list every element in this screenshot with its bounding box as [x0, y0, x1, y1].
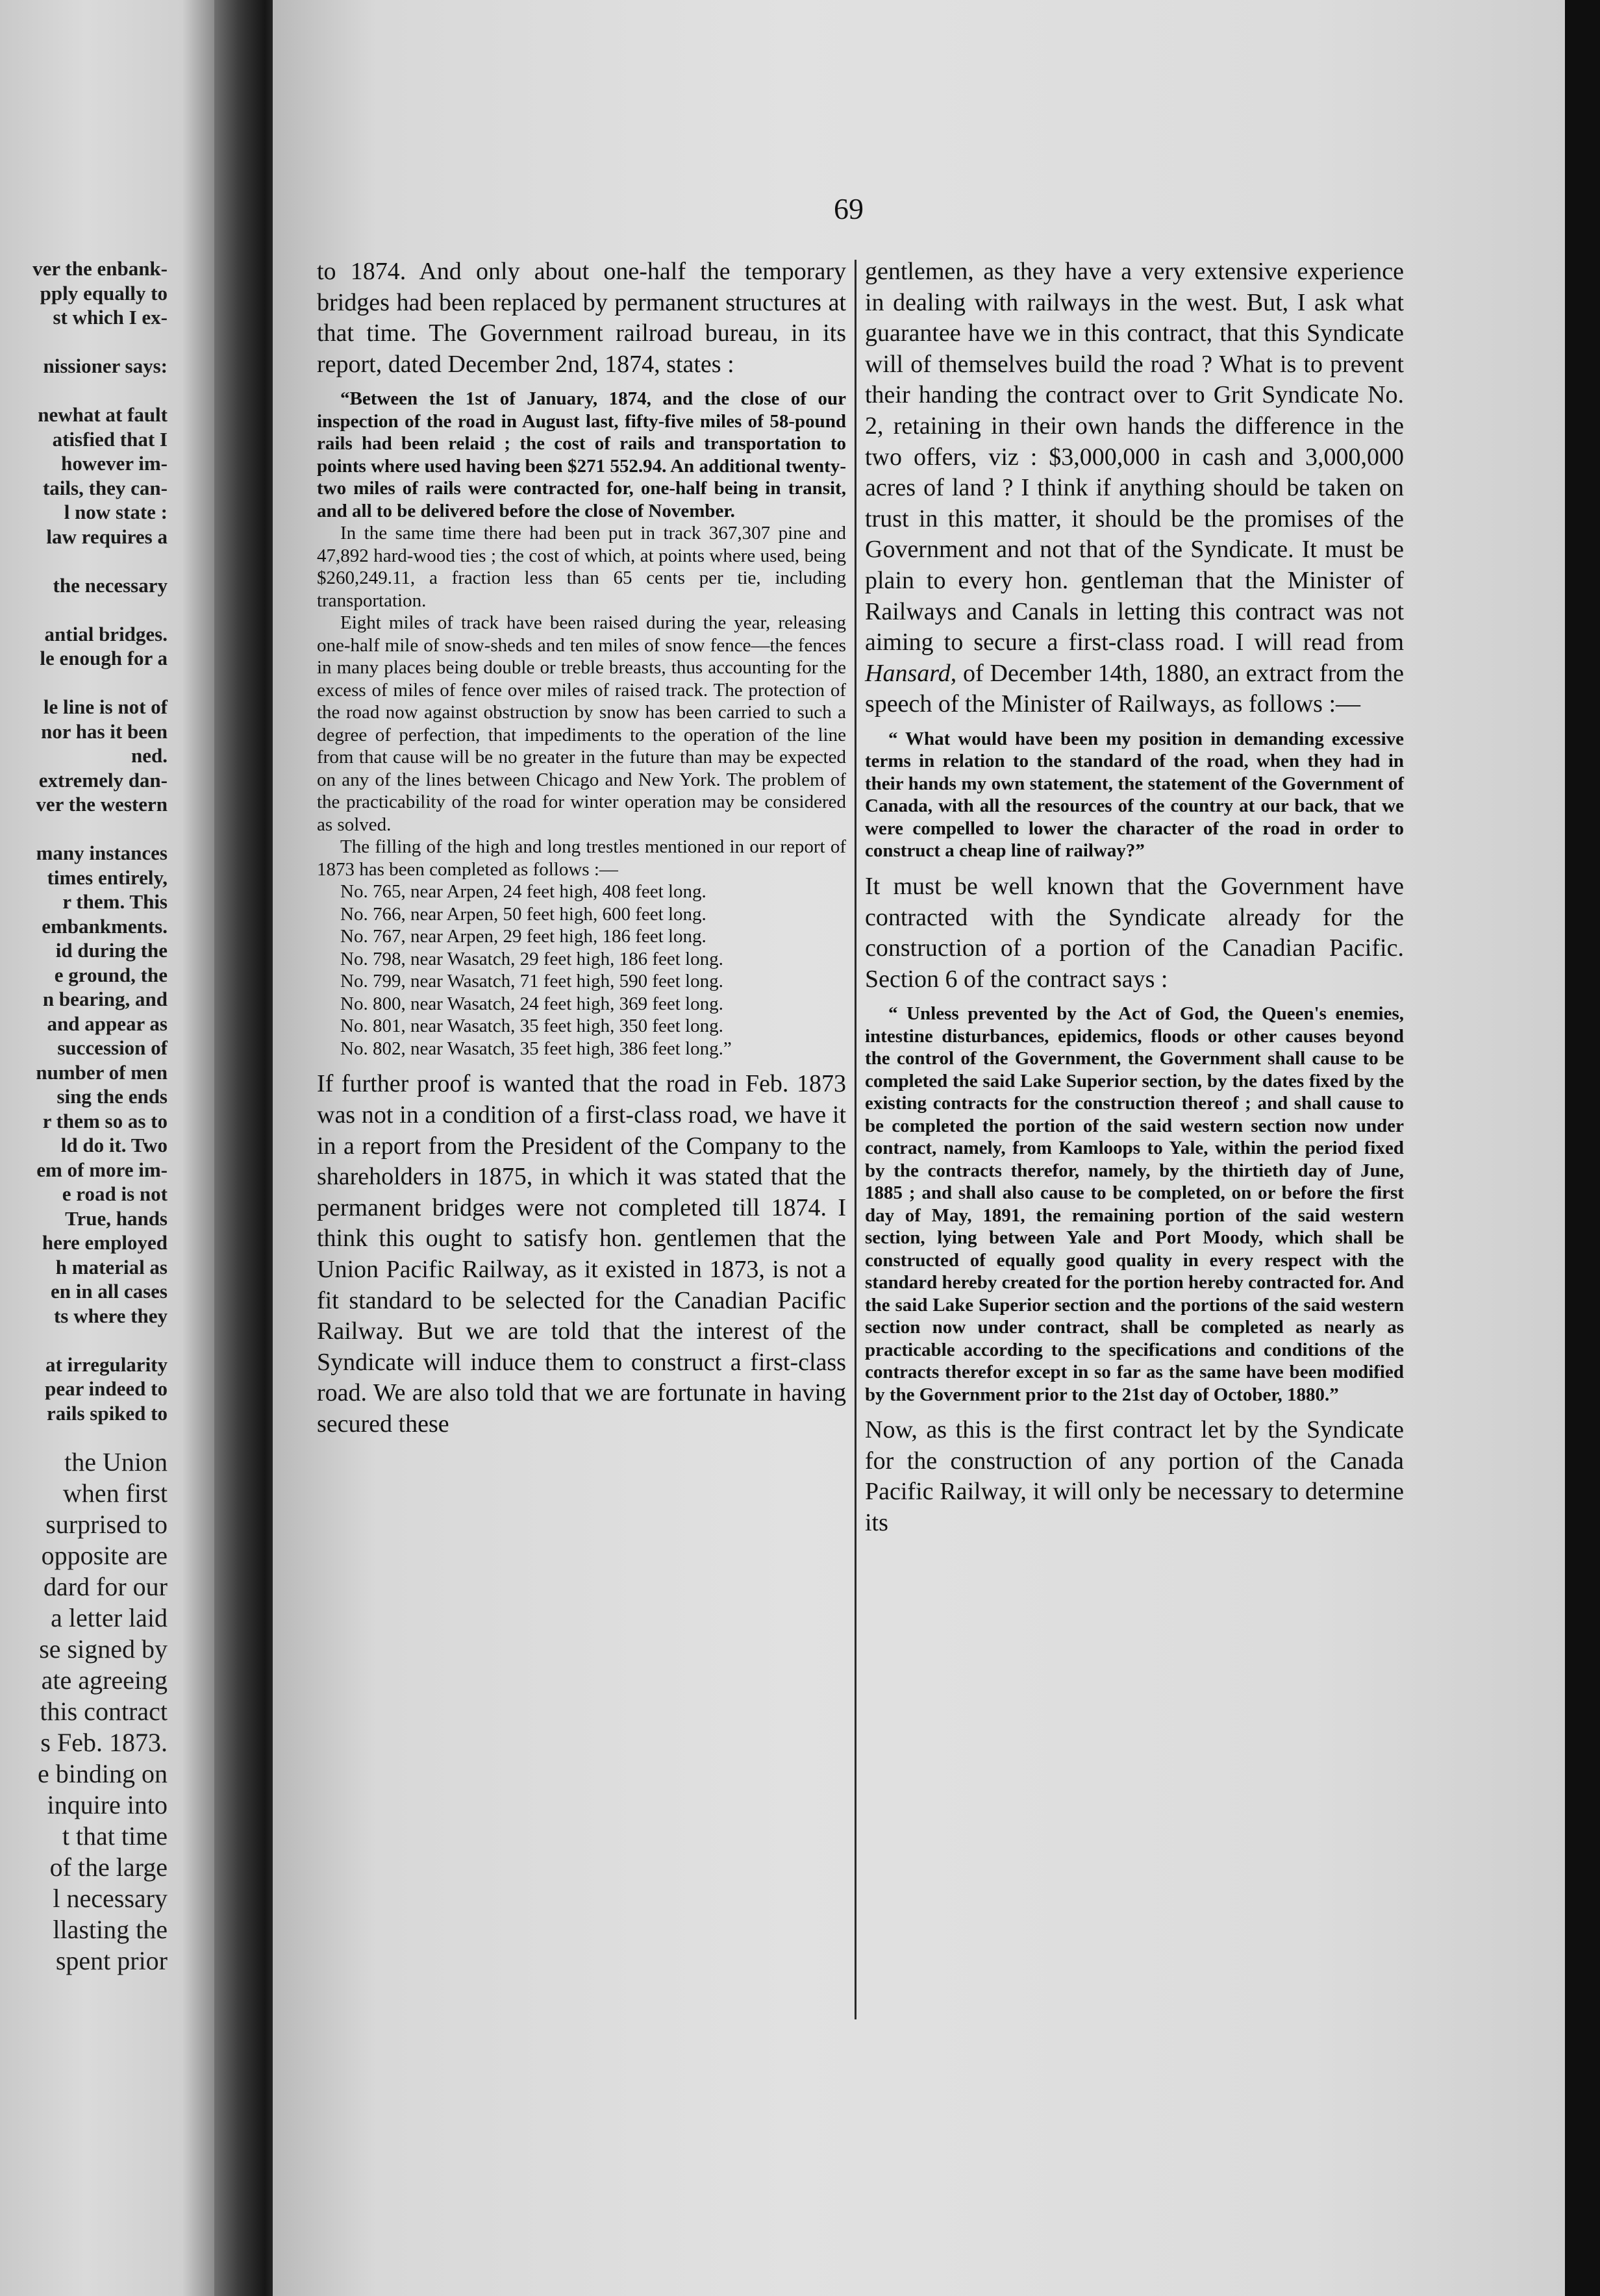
left-page-line: e road is not — [62, 1182, 168, 1205]
left-page-line: atisfied that I — [52, 427, 168, 451]
paragraph — [865, 256, 1404, 720]
trestle-entry: No. 765, near Arpen, 24 feet high, 408 feet long. — [340, 881, 706, 903]
left-page-line: ned. — [131, 744, 168, 767]
paragraph: It must be well known that the Government have contracted with the Syndicate already for the construction of a portion of the Canadian Pacific. Section 6 of the contract says : — [865, 872, 1404, 993]
left-page-line: inquire into — [47, 1790, 168, 1819]
left-page-line: sing the ends — [56, 1085, 168, 1108]
quote-paragraph: “Between the 1st of January, 1874, and the close of our inspection of the road in August last, fifty-five miles of 58-pound rails had been relaid ; the cost of rails and transportation to points where used having been $271 552.94. An additional twenty-two miles of rails were contracted for, one-half being in transit, and all to be delivered before the close of November. — [317, 388, 846, 521]
left-page-line: nor has it been — [41, 719, 168, 743]
right-column — [865, 256, 1404, 1539]
left-page-line: r them so as to — [42, 1109, 168, 1132]
block-quote — [317, 388, 846, 1060]
trestle-entry: No. 766, near Arpen, 50 feet high, 600 feet long. — [340, 903, 706, 925]
text-run: of December 14th, 1880, an extract from the speech of the Minister of Railways, as follows :— — [865, 659, 1405, 718]
left-page-line: antial bridges. — [44, 622, 168, 645]
left-page-line: and appear as — [47, 1012, 168, 1035]
left-page-line: law requires a — [46, 525, 168, 548]
left-page-line: extremely dan- — [38, 768, 168, 792]
left-page-line: ts where they — [53, 1304, 168, 1327]
left-page-line: a letter laid — [51, 1603, 168, 1632]
left-page-line: id during the — [55, 939, 168, 962]
left-page-line: many instances — [36, 842, 168, 864]
left-page-line: this contract — [40, 1696, 168, 1726]
left-page-line: at irregularity — [45, 1353, 168, 1376]
left-page-line: when first — [62, 1478, 168, 1508]
left-page-line: le enough for a — [40, 647, 168, 669]
left-page-line: succession of — [57, 1036, 168, 1059]
left-page-line: number of men — [36, 1060, 168, 1084]
left-page-line: st which I ex- — [53, 306, 168, 329]
page-number: 69 — [834, 192, 864, 225]
left-page-line: dard for our — [43, 1571, 168, 1601]
left-page-line: spent prior — [55, 1945, 168, 1975]
text-run: gentlemen, as they have a very extensive experience in dealing with railways in the west. But, I ask what guarantee have we in this contract, that this Syndicate will of themselves build the road ? What is to prevent their handing the contract over to Grit Syndicate No. 2, retaining in their own hands the difference in the two offers, viz : $3,000,000 in cash and 3,000,000 acres of land ? I think if anything should be taken on trust in this matter, it should be the promises of the Government and not that of the Syndicate. It must be plain to every hon. gentleman that the Minister of Railways and Canals in letting this contract was not aiming to secure a first-class road. I will read from — [865, 258, 1404, 656]
quote-paragraph: The filling of the high and long trestles mentioned in our report of 1873 has been completed as follows :— — [317, 836, 846, 880]
left-page-line: e binding on — [38, 1758, 168, 1788]
quote-paragraph: Eight miles of track have been raised during the year, releasing one-half mile of snow-sheds and ten miles of snow fence—the fences in many places being double or treble breasts, thus accounting for the excess of miles of fence over miles of raised track. The protection of the road now against obstruction by snow has been carried to such a degree of perfection, that impediments to the operation of the line from that cause will be no greater in the future than may be expected on any of the lines between Chicago and New York. The problem of the practicability of the road for winter operation may be considered as solved. — [317, 612, 846, 835]
left-page-line: the Union — [64, 1447, 168, 1477]
left-page-line: rails spiked to — [46, 1401, 168, 1425]
left-page-line: ate agreeing — [41, 1665, 168, 1695]
left-page-line: embankments. — [42, 914, 168, 938]
left-page-line: se signed by — [39, 1634, 168, 1664]
trestle-entry: No. 800, near Wasatch, 24 feet high, 369 feet long. — [340, 993, 723, 1014]
left-page-line: however im- — [61, 452, 168, 475]
trestle-entry: No. 767, near Arpen, 29 feet high, 186 feet long. — [340, 926, 706, 947]
left-column — [317, 256, 846, 1440]
left-page-line: em of more im- — [36, 1158, 168, 1181]
left-page-line: r them. This — [62, 890, 168, 913]
paragraph: Now, as this is the first contract let by the Syndicate for the construction of any portion of the Canada Pacific Railway, it will only be necessary to determine its — [865, 1416, 1404, 1537]
left-page-line: pear indeed to — [45, 1377, 168, 1400]
left-page-line: pply equally to — [40, 281, 168, 305]
paragraph: If further proof is wanted that the road in Feb. 1873 was not in a condition of a first-class road, we have it in a report from the President of the Company to the shareholders in 1875, in which it was stated that the permanent bridges were not completed till 1874. I think this ought to satisfy hon. gentlemen that the Union Pacific Railway, as it existed in 1873, is not a fit standard to be selected for the Canadian Pacific Railway. But we are told that the interest of the Syndicate will induce them to construct a first-class road. We are also told that we are fortunate in having secured these — [317, 1070, 846, 1438]
left-page-line: the necessary — [53, 573, 168, 597]
left-page-line: n bearing, and — [42, 988, 168, 1010]
trestle-entry: No. 798, near Wasatch, 29 feet high, 186 feet long. — [340, 948, 723, 969]
left-page-line: le line is not of — [43, 695, 168, 718]
left-page-line: l necessary — [53, 1883, 168, 1913]
left-page-line: t that time — [62, 1821, 168, 1851]
quote-paragraph: “ What would have been my position in demanding excessive terms in relation to the standard of the road, when they had in their hands my own statement, the statement of the Government of Canada, with all the resources of the country at our back, that we were compelled to lower the character of the road in order to construct a cheap line of railway?” — [865, 728, 1404, 862]
left-page-line: ver the enbank- — [32, 257, 168, 280]
left-page-line: opposite are — [41, 1540, 168, 1570]
left-page-line: s Feb. 1873. — [40, 1727, 168, 1757]
left-page-line: llasting the — [53, 1914, 168, 1944]
block-quote — [865, 728, 1404, 862]
trestle-entry: No. 799, near Wasatch, 71 feet high, 590 feet long. — [340, 971, 723, 992]
paragraph: to 1874. And only about one-half the temporary bridges had been replaced by permanent structures at that time. The Government railroad bureau, in its report, dated December 2nd, 1874, states : — [317, 258, 846, 378]
hansard-italic: Hansard, — [865, 659, 957, 687]
left-page-line: here employed — [42, 1231, 168, 1254]
left-page-line: e ground, the — [54, 963, 168, 986]
left-page-line: en in all cases — [51, 1280, 168, 1303]
trestle-entry: No. 802, near Wasatch, 35 feet high, 386 feet long.” — [340, 1038, 732, 1059]
trestle-entry: No. 801, near Wasatch, 35 feet high, 350 feet long. — [340, 1016, 723, 1037]
quote-paragraph: “ Unless prevented by the Act of God, the Queen's enemies, intestine disturbances, epidemics, floods or other causes beyond the control of the Government, the Government shall cause to be completed the said Lake Superior section, by the dates fixed by the existing contracts for the construction thereof ; and shall cause to be completed the portion of the said western section now under contract, namely, from Kamloops to Yale, within the period fixed by the contracts therefor, namely, by the thirtieth day of June, 1885 ; and shall also cause to be completed, on or before the first day of May, 1891, the remaining portion of the said western section, lying between Yale and Port Moody, which shall be constructed of equally good quality in every respect with the standard hereby created for the portion hereby contracted for. And the said Lake Superior section and the portions of the said western section now under contract, shall be completed as nearly as practicable according to the specifications and conditions of the contracts therefor except in so far as the same have been modified by the Government prior to the 21st day of October, 1880.” — [865, 1003, 1404, 1405]
left-page-line: ver the western — [36, 793, 168, 816]
left-page-line: newhat at fault — [38, 403, 168, 426]
left-page-line: True, hands — [65, 1206, 168, 1230]
block-quote — [865, 1003, 1404, 1406]
left-page-line: l now state : — [64, 501, 168, 523]
left-page-line: times entirely, — [47, 866, 168, 889]
left-facing-page — [0, 0, 214, 2296]
column-rule — [855, 260, 856, 2019]
left-page-line: of the large — [49, 1852, 168, 1882]
left-page-line: tails, they can- — [42, 476, 168, 499]
quote-paragraph: In the same time there had been put in track 367,307 pine and 47,892 hard-wood ties ; the cost of which, at points where used, being $260,249.11, a fraction less than 65 cents per tie, including transportation. — [317, 523, 846, 611]
left-page-line: surprised to — [45, 1509, 168, 1539]
left-page-line: h material as — [55, 1255, 168, 1279]
left-page-line: nissioner says: — [43, 355, 168, 377]
left-page-line: ld do it. Two — [60, 1134, 168, 1156]
